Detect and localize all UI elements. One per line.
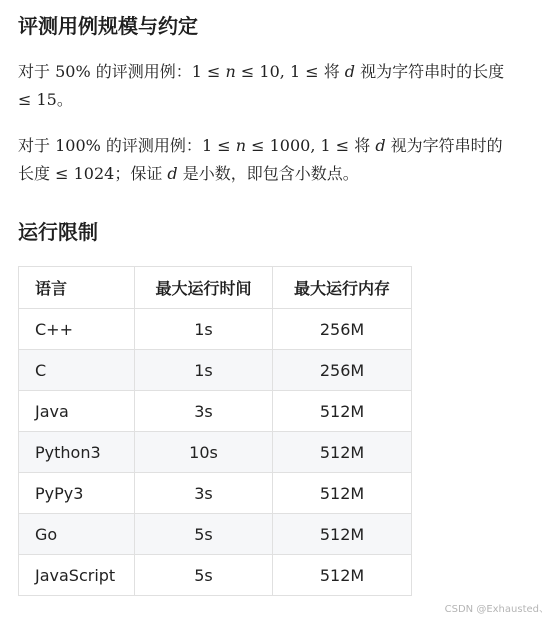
cell-language: JavaScript: [19, 555, 135, 596]
cell-time: 1s: [135, 350, 273, 391]
cell-memory: 512M: [273, 555, 412, 596]
constraint-paragraph-100: 对于 100% 的评测用例：1 ≤ n ≤ 1000, 1 ≤ 将 d 视为字符串时的 长度 ≤ 1024；保证 d 是小数，即包含小数点。: [18, 136, 503, 183]
header-max-memory: 最大运行内存: [273, 267, 412, 309]
cell-memory: 512M: [273, 391, 412, 432]
cell-language: Java: [19, 391, 135, 432]
table-row: [19, 432, 412, 473]
cell-language: Go: [19, 514, 135, 555]
header-max-time: 最大运行时间: [135, 267, 273, 309]
table-row: [19, 309, 412, 350]
cell-memory: 512M: [273, 514, 412, 555]
cell-time: 5s: [135, 514, 273, 555]
table-row: [19, 350, 412, 391]
section-title-constraints: 评测用例规模与约定: [18, 14, 198, 38]
cell-time: 1s: [135, 309, 273, 350]
cell-memory: 512M: [273, 432, 412, 473]
table-row: [19, 514, 412, 555]
cell-memory: 256M: [273, 350, 412, 391]
limits-table: [18, 266, 412, 596]
percent-50: 50%: [55, 62, 91, 81]
constraint-paragraph-50: 对于 50% 的评测用例：1 ≤ n ≤ 10, 1 ≤ 将 d 视为字符串时的长度 ≤ 15。: [18, 62, 505, 109]
cell-language: C++: [19, 309, 135, 350]
section-title-limits: 运行限制: [18, 220, 98, 244]
cell-time: 10s: [135, 432, 273, 473]
percent-100: 100%: [55, 136, 101, 155]
watermark: CSDN @Exhausted、: [444, 604, 549, 615]
cell-memory: 256M: [273, 309, 412, 350]
cell-memory: 512M: [273, 473, 412, 514]
table-row: [19, 555, 412, 596]
cell-language: Python3: [19, 432, 135, 473]
cell-time: 5s: [135, 555, 273, 596]
header-language: 语言: [19, 267, 135, 309]
table-row: [19, 391, 412, 432]
cell-time: 3s: [135, 473, 273, 514]
cell-language: C: [19, 350, 135, 391]
cell-time: 3s: [135, 391, 273, 432]
table-row: [19, 473, 412, 514]
cell-language: PyPy3: [19, 473, 135, 514]
table-header-row: [19, 267, 412, 309]
